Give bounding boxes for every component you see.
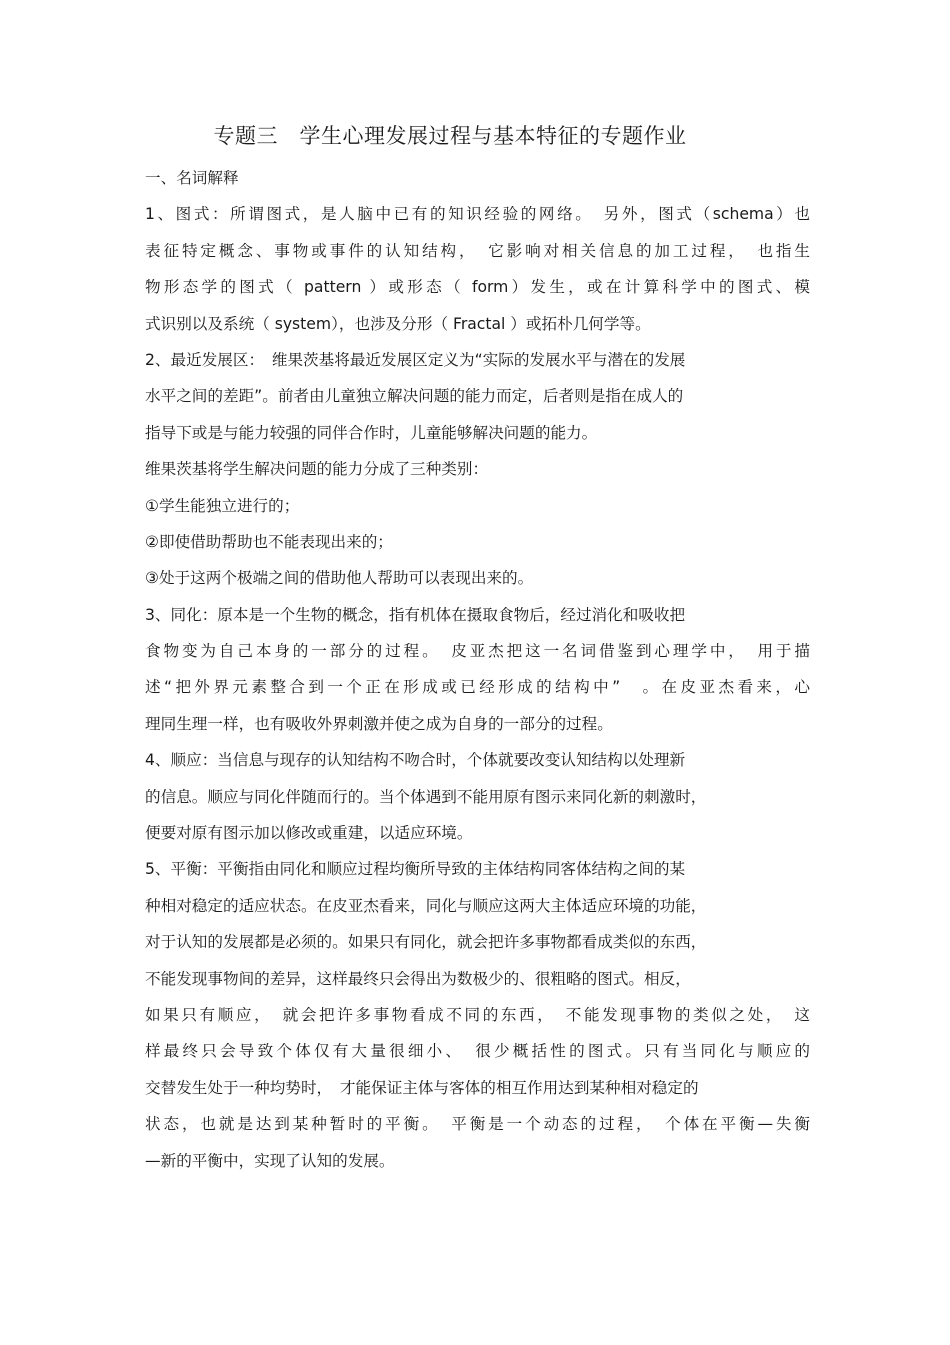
text-line: ②即使借助帮助也不能表现出来的； [145, 532, 393, 551]
document-body [145, 160, 810, 1179]
text-line: 表征特定概念、事物或事件的认知结构， 它影响对相关信息的加工过程， 也指生 [145, 241, 810, 260]
text-line: 便要对原有图示加以修改或重建，以适应环境。 [145, 824, 473, 843]
text-line: 2、最近发展区： 维果茨基将最近发展区定义为“实际的发展水平与潜在的发展 [145, 350, 686, 369]
text-line: 式识别以及系统（ system），也涉及分形（ Fractal ）或拓朴几何学等。 [145, 314, 651, 333]
text-line: 样最终只会导致个体仅有大量很细小、 很少概括性的图式。只有当同化与顺应的 [145, 1042, 810, 1061]
text-line: 状态，也就是达到某种暂时的平衡。 平衡是一个动态的过程， 个体在平衡—失衡 [145, 1115, 810, 1134]
text-line: 对于认知的发展都是必须的。如果只有同化，就会把许多事物都看成类似的东西， [145, 933, 707, 952]
text-line: 维果茨基将学生解决问题的能力分成了三种类别： [145, 460, 489, 479]
text-line: 指导下或是与能力较强的同伴合作时，儿童能够解决问题的能力。 [145, 423, 598, 442]
text-line: ③处于这两个极端之间的借助他人帮助可以表现出来的。 [145, 569, 534, 588]
text-line: 3、同化：原本是一个生物的概念，指有机体在摄取食物后，经过消化和吸收把 [145, 605, 686, 624]
text-line: 一、名词解释 [145, 169, 239, 187]
text-line: 食物变为自己本身的一部分的过程。 皮亚杰把这一名词借鉴到心理学中， 用于描 [145, 642, 810, 661]
text-line: 水平之间的差距”。前者由儿童独立解决问题的能力而定，后者则是指在成人的 [145, 387, 684, 406]
text-line: ①学生能独立进行的； [145, 496, 300, 515]
text-line: 如果只有顺应， 就会把许多事物看成不同的东西， 不能发现事物的类似之处， 这 [145, 1005, 810, 1024]
text-line: 物形态学的图式（ pattern ）或形态（ form）发生，或在计算科学中的图式、模 [145, 278, 810, 297]
text-line: 5、平衡：平衡指由同化和顺应过程均衡所导致的主体结构同客体结构之间的某 [145, 860, 686, 879]
text-line: 4、顺应：当信息与现存的认知结构不吻合时，个体就要改变认知结构以处理新 [145, 751, 686, 770]
page-title: 专题三 学生心理发展过程与基本特征的专题作业 [213, 124, 687, 148]
text-line: 述“把外界元素整合到一个正在形成或已经形成的结构中” 。在皮亚杰看来，心 [145, 678, 810, 697]
text-line: 的信息。顺应与同化伴随而行的。当个体遇到不能用原有图示来同化新的刺激时， [145, 787, 707, 806]
text-line: 理同生理一样，也有吸收外界刺激并使之成为自身的一部分的过程。 [145, 714, 613, 733]
text-line: 不能发现事物间的差异，这样最终只会得出为数极少的、很粗略的图式。相反， [145, 969, 691, 988]
text-line: —新的平衡中，实现了认知的发展。 [145, 1151, 395, 1170]
text-line: 种相对稳定的适应状态。在皮亚杰看来，同化与顺应这两大主体适应环境的功能， [145, 896, 707, 915]
text-line: 1、图式：所谓图式，是人脑中已有的知识经验的网络。 另外，图式（schema）也 [145, 205, 810, 224]
text-line: 交替发生处于一种均势时， 才能保证主体与客体的相互作用达到某种相对稳定的 [145, 1078, 699, 1097]
